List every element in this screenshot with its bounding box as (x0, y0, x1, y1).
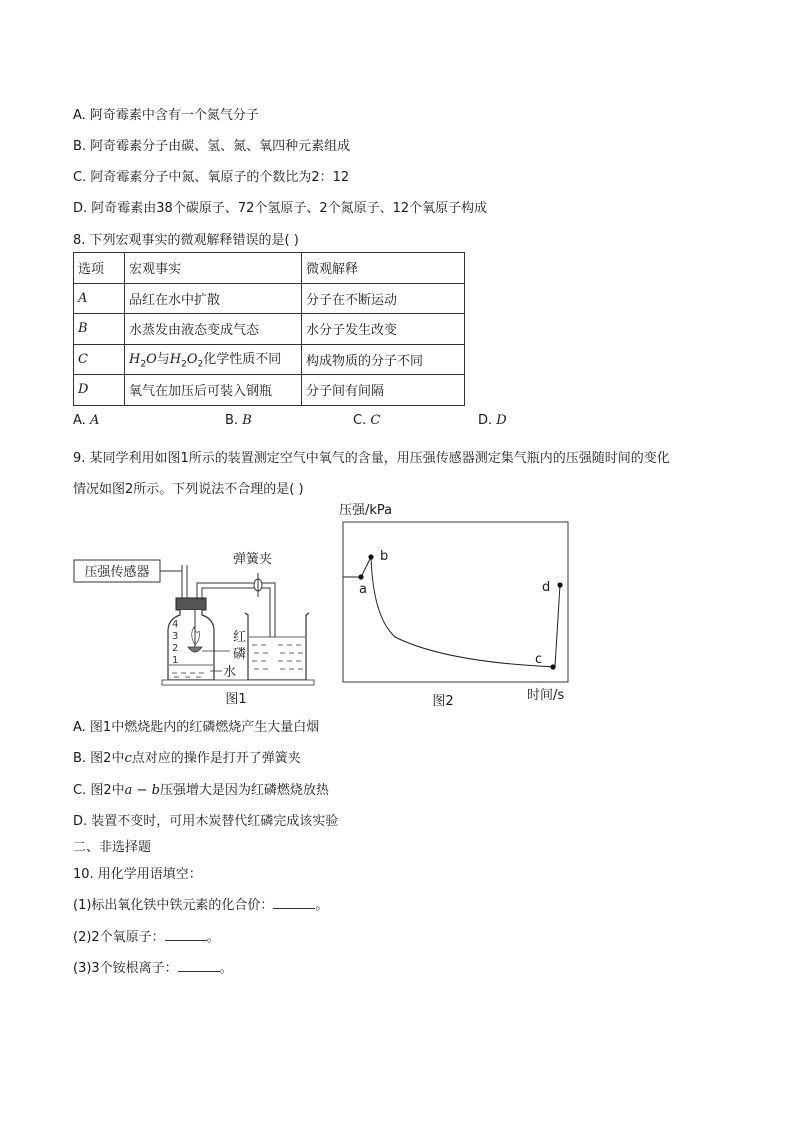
point-b (368, 554, 373, 559)
q8-answer-a (73, 413, 99, 428)
q7-option-a: A. 阿奇霉素中含有一个氮气分子 (73, 108, 259, 123)
header-explain: 微观解释 (302, 253, 465, 284)
item-text: (3)3个铵根离子： (73, 961, 178, 976)
answer-value: B (242, 413, 252, 428)
row-fact: 水蒸发由液态变成气态 (125, 314, 302, 345)
q8-answer-d (478, 413, 507, 428)
answer-blank[interactable] (165, 928, 207, 941)
item-text: (2)2个氧原子： (73, 930, 165, 945)
q10-stem: 10. 用化学用语填空： (73, 867, 202, 882)
sensor-tube (182, 565, 187, 603)
phosphorus-label-2: 磷 (233, 647, 247, 662)
formula-h: H (169, 352, 182, 368)
answer-label: C. (353, 413, 371, 428)
q8-answer-options (73, 413, 633, 433)
answer-value: A (89, 413, 100, 428)
q8-answer-c (353, 413, 380, 428)
answer-label: D. (478, 413, 497, 428)
item-end: 。 (219, 961, 233, 976)
formula-h: H (129, 352, 141, 368)
spring-clip-icon (254, 573, 262, 597)
table-row (74, 375, 465, 406)
q7-option-d: D. 阿奇霉素由38个碳原子、72个氢原子、2个氮原子、12个氧原子构成 (73, 201, 488, 216)
row-option: B (74, 314, 125, 345)
table-row (74, 314, 465, 345)
scale-4: 4 (172, 619, 179, 630)
point-a (358, 574, 363, 579)
item-end: 。 (315, 898, 329, 913)
section-heading: 二、非选择题 (73, 840, 152, 855)
row-fact: 品红在水中扩散 (125, 283, 302, 314)
q7-option-b: B. 阿奇霉素分子由碳、氢、氮、氧四种元素组成 (73, 139, 351, 154)
formula-and: 与 (156, 352, 170, 368)
answer-value: D (496, 413, 507, 428)
figure-2-pressure-chart (335, 497, 585, 712)
formula-o: O (146, 352, 157, 368)
answer-blank[interactable] (273, 896, 315, 909)
bottle-scale (172, 619, 178, 666)
label-a: a (359, 582, 367, 597)
q8-table (73, 252, 465, 406)
answer-value: C (370, 413, 381, 428)
option-text: 压强增大是因为红磷燃烧放热 (159, 783, 329, 798)
answer-label: B. (225, 413, 243, 428)
point-c (550, 664, 555, 669)
table-row (74, 283, 465, 314)
formula-sub: 2 (181, 360, 187, 371)
formula-o: O (186, 352, 198, 368)
pressure-sensor-label: 压强传感器 (84, 565, 150, 580)
table-row (74, 344, 465, 375)
option-dash: − (132, 783, 152, 798)
row-fact: 氧气在加压后可装入钢瓶 (125, 375, 302, 406)
phosphorus-label-1: 红 (233, 630, 247, 645)
option-var: b (151, 783, 160, 798)
x-axis-label: 时间/s (527, 688, 565, 703)
scale-1: 1 (172, 655, 179, 666)
bench-base (162, 680, 314, 685)
q8-answer-b (225, 413, 252, 428)
option-text: C. 图2中 (73, 783, 125, 798)
q9-stem-line1: 9. 某同学利用如图1所示的装置测定空气中氧气的含量，用压强传感器测定集气瓶内的压强随时间的变化 (73, 451, 670, 466)
formula-sub: 2 (140, 360, 147, 371)
row-fact-suffix: 化学性质不同 (203, 352, 282, 368)
formula-sub: 2 (197, 360, 204, 371)
q10-item-3 (73, 957, 233, 976)
scale-3: 3 (172, 631, 179, 642)
beaker-water (249, 637, 305, 679)
header-fact: 宏观事实 (125, 253, 302, 284)
row-explain: 分子在不断运动 (302, 283, 465, 314)
water-label: 水 (223, 665, 237, 680)
row-explain: 水分子发生改变 (302, 314, 465, 345)
figure-2-caption: 图2 (432, 694, 454, 709)
point-d (557, 582, 562, 587)
scale-2: 2 (172, 643, 179, 654)
item-text: (1)标出氧化铁中铁元素的化合价： (73, 898, 274, 913)
row-option: C (74, 344, 125, 375)
row-option: A (74, 283, 125, 314)
label-b: b (380, 549, 389, 564)
header-option: 选项 (74, 253, 125, 284)
q9-option-c (73, 779, 329, 798)
y-axis-label: 压强/kPa (339, 503, 393, 518)
label-c: c (535, 652, 543, 667)
q9-option-a: A. 图1中燃烧匙内的红磷燃烧产生大量白烟 (73, 720, 320, 735)
q10-item-1 (73, 894, 328, 913)
label-d: d (542, 580, 551, 595)
item-end: 。 (206, 930, 220, 945)
figure-1-caption: 图1 (225, 692, 247, 707)
figure-1-apparatus (70, 535, 330, 710)
row-explain: 构成物质的分子不同 (302, 344, 465, 375)
q9-option-d: D. 装置不变时，可用木炭替代红磷完成该实验 (73, 814, 339, 829)
q8-stem: 8. 下列宏观事实的微观解释错误的是( ) (73, 233, 299, 248)
option-text: 点对应的操作是打开了弹簧夹 (131, 751, 301, 766)
answer-blank[interactable] (178, 959, 220, 972)
row-option: D (74, 375, 125, 406)
row-fact-formula (125, 344, 302, 375)
option-var: a (124, 783, 133, 798)
q9-stem-line2: 情况如图2所示。下列说法不合理的是( ) (73, 482, 304, 497)
table-header-row (74, 253, 465, 284)
q7-option-c: C. 阿奇霉素分子中氮、氧原子的个数比为2：12 (73, 170, 350, 185)
q9-option-b (73, 747, 301, 766)
option-text: B. 图2中 (73, 751, 125, 766)
spring-clip-label: 弹簧夹 (233, 552, 273, 567)
option-var: c (124, 751, 132, 766)
answer-label: A. (73, 413, 90, 428)
q10-item-2 (73, 926, 220, 945)
row-explain: 分子间有间隔 (302, 375, 465, 406)
